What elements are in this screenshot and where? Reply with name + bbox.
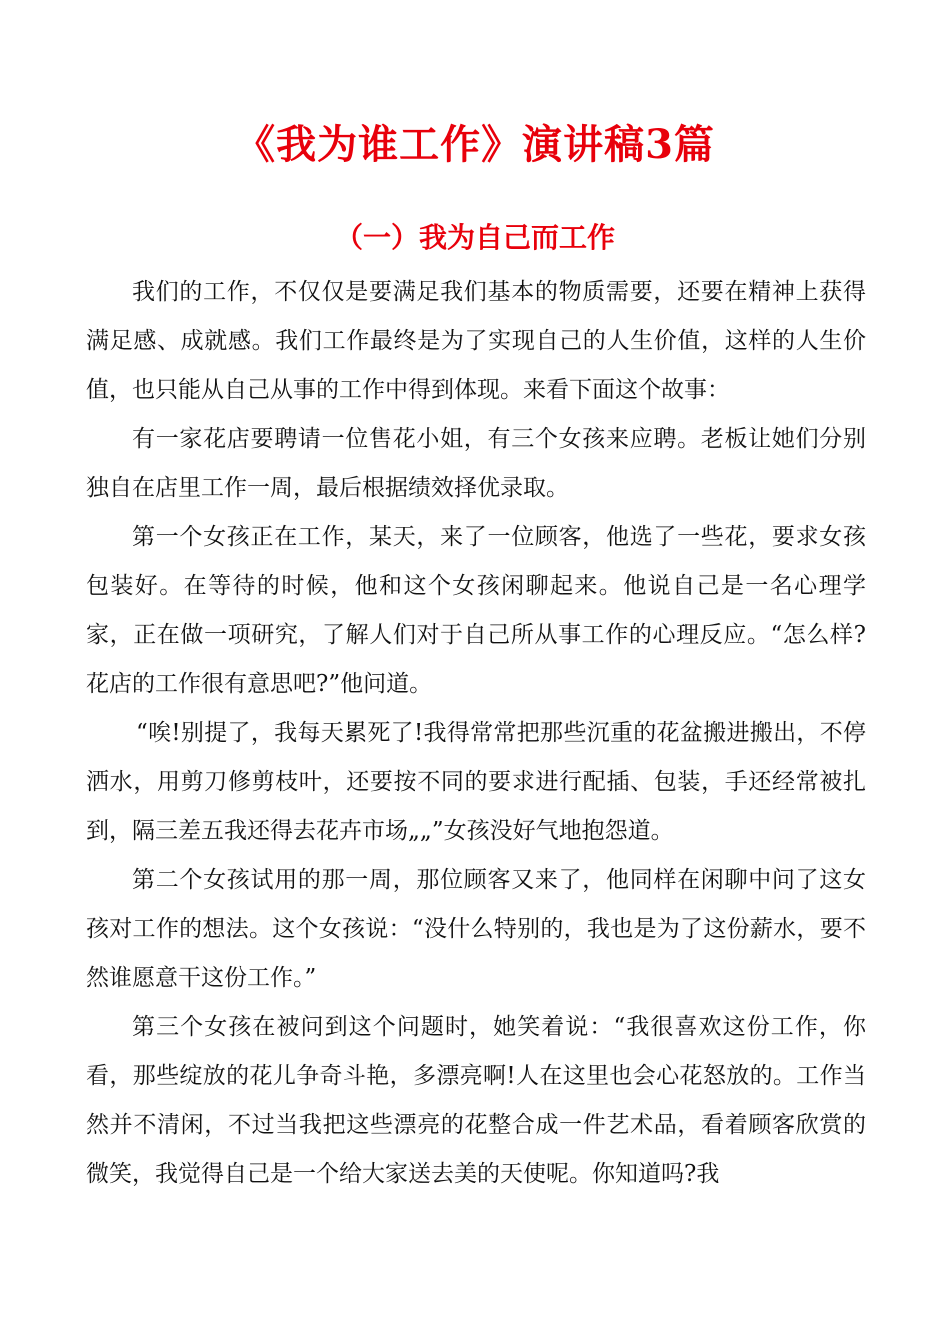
document-body bbox=[86, 268, 866, 1199]
paragraph: 第三个女孩在被问到这个问题时，她笑着说：“我很喜欢这份工作，你看，那些绽放的花儿争奇斗艳，多漂亮啊!人在这里也会心花怒放的。工作当然并不清闲，不过当我把这些漂亮的花整合成一件艺术品，看着顾客欣赏的微笑，我觉得自己是一个给大家送去美的天使呢。你知道吗?我 bbox=[86, 1014, 866, 1187]
document-title: 《我为谁工作》演讲稿3篇 bbox=[235, 121, 715, 168]
paragraph: 第二个女孩试用的那一周，那位顾客又来了，他同样在闲聊中问了这女孩对工作的想法。这个女孩说：“没什么特别的，我也是为了这份薪水，要不然谁愿意干这份工作。” bbox=[86, 867, 866, 991]
paragraph: “唉!别提了，我每天累死了!我得常常把那些沉重的花盆搬进搬出，不停洒水，用剪刀修剪枝叶，还要按不同的要求进行配插、包装，手还经常被扎到，隔三差五我还得去花卉市场„„”女孩没好气地抱怨道。 bbox=[86, 720, 866, 844]
paragraph: 第一个女孩正在工作，某天，来了一位顾客，他选了一些花，要求女孩包装好。在等待的时候，他和这个女孩闲聊起来。他说自己是一名心理学家，正在做一项研究，了解人们对于自己所从事工作的心理反应。“怎么样?花店的工作很有意思吧?”他问道。 bbox=[86, 524, 866, 697]
paragraph: 我们的工作，不仅仅是要满足我们基本的物质需要，还要在精神上获得满足感、成就感。我们工作最终是为了实现自己的人生价值，这样的人生价值，也只能从自己从事的工作中得到体现。来看下面这个故事： bbox=[86, 279, 866, 403]
section-heading: （一）我为自己而工作 bbox=[334, 221, 615, 254]
paragraph: 有一家花店要聘请一位售花小姐，有三个女孩来应聘。老板让她们分别独自在店里工作一周，最后根据绩效择优录取。 bbox=[86, 426, 866, 501]
